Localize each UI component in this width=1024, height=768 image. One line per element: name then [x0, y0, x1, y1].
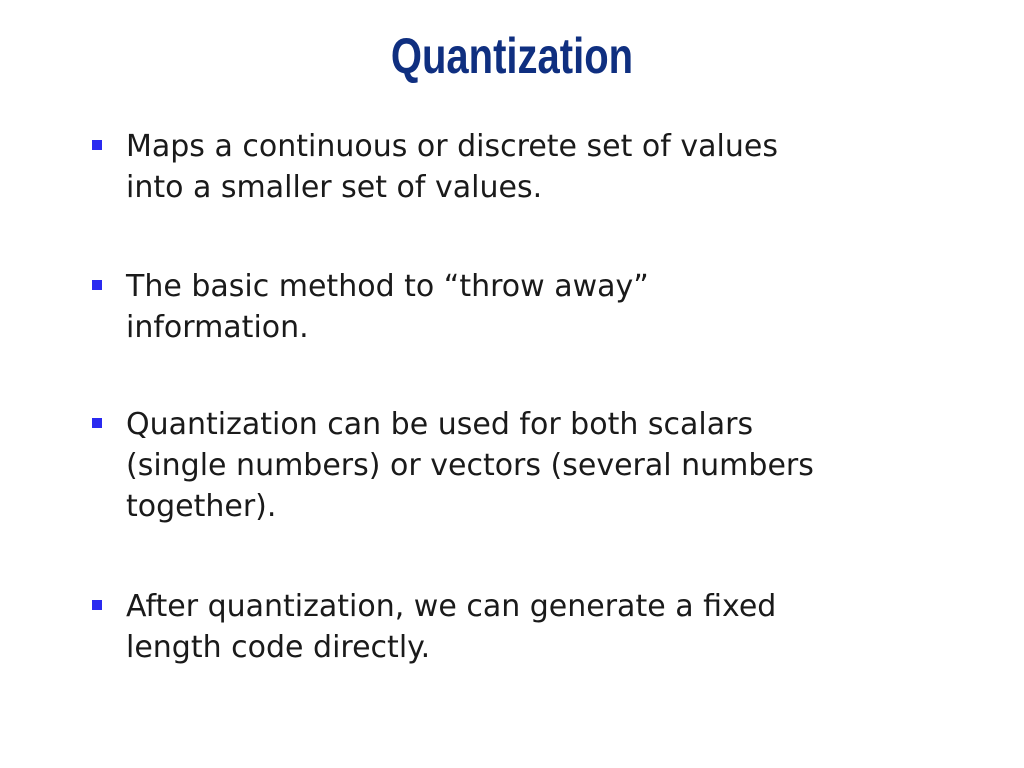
square-bullet-icon — [92, 600, 102, 610]
slide-title: Quantization — [390, 28, 634, 84]
bullet-text: Maps a continuous or discrete set of values into a smaller set of values. — [126, 129, 778, 205]
bullet-text: After quantization, we can generate a fixed length code directly. — [126, 589, 777, 665]
square-bullet-icon — [92, 280, 102, 290]
square-bullet-icon — [92, 418, 102, 428]
square-bullet-icon — [92, 140, 102, 150]
bullet-text: The basic method to “throw away” information. — [126, 269, 649, 345]
bullet-text: Quantization can be used for both scalars (single numbers) or vectors (several numbers together). — [126, 407, 814, 524]
